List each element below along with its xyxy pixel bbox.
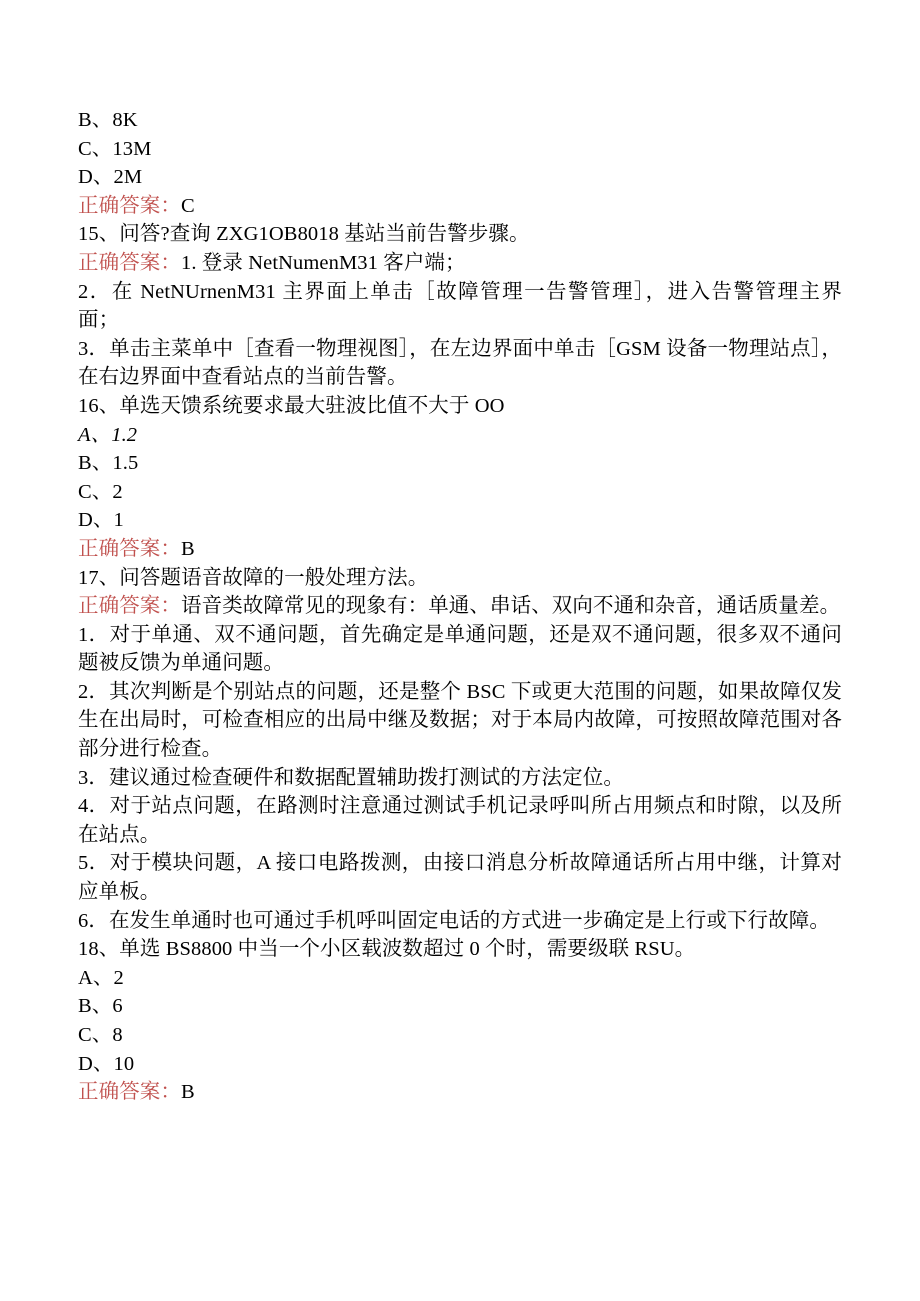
answer-step-text: 3．建议通过检查硬件和数据配置辅助拨打测试的方法定位。	[78, 766, 624, 789]
answer-step-line	[78, 278, 842, 335]
option-line	[78, 421, 842, 450]
question-text: 15、问答?查询 ZXG1OB8018 基站当前告警步骤。	[78, 223, 530, 246]
option-line	[78, 163, 842, 192]
option-text: A、1.2	[78, 423, 138, 446]
document-body	[78, 106, 842, 1107]
answer-value: B	[181, 1081, 195, 1104]
question-text: 18、单选 BS8800 中当一个小区载波数超过 0 个时，需要级联 RSU。	[78, 938, 696, 961]
answer-step-text: 4．对于站点问题，在路测时注意通过测试手机记录呼叫所占用频点和时隙，以及所在站点。	[78, 795, 842, 846]
option-text: C、13M	[78, 137, 152, 160]
option-text: D、1	[78, 509, 124, 532]
answer-step-text: 5．对于模块问题，A 接口电路拨测，由接口消息分析故障通话所占用中继，计算对应单板。	[78, 852, 842, 904]
option-line	[78, 1021, 842, 1050]
option-text: A、2	[78, 966, 124, 989]
answer-step-line	[78, 764, 842, 793]
option-line	[78, 1050, 842, 1079]
option-text: D、10	[78, 1052, 135, 1075]
option-line	[78, 449, 842, 478]
question-line	[78, 564, 842, 593]
option-text: C、2	[78, 480, 123, 503]
answer-step-line	[78, 849, 842, 906]
option-line	[78, 964, 842, 993]
answer-value: 语音类故障常见的现象有：单通、串话、双向不通和杂音，通话质量差。	[181, 595, 841, 618]
question-line	[78, 935, 842, 964]
answer-step-line	[78, 335, 842, 392]
answer-label: 正确答案：	[78, 595, 181, 618]
answer-line	[78, 592, 842, 621]
option-text: D、2M	[78, 166, 143, 189]
option-text: C、8	[78, 1024, 123, 1046]
question-text: 16、单选天馈系统要求最大驻波比值不大于 OO	[78, 394, 505, 417]
answer-label: 正确答案：	[78, 194, 181, 217]
option-line	[78, 135, 842, 164]
answer-line	[78, 192, 842, 221]
answer-label: 正确答案：	[78, 537, 181, 560]
answer-step-line	[78, 792, 842, 849]
option-text: B、1.5	[78, 452, 139, 475]
answer-line	[78, 1078, 842, 1107]
answer-step-line	[78, 621, 842, 678]
question-text: 17、问答题语音故障的一般处理方法。	[78, 566, 429, 589]
option-line	[78, 478, 842, 507]
question-line	[78, 392, 842, 421]
option-text: B、6	[78, 995, 123, 1018]
answer-label: 正确答案：	[78, 1081, 181, 1104]
answer-step-text: 1．对于单通、双不通问题，首先确定是单通问题，还是双不通问题，很多双不通问题被反馈为单通问题。	[78, 623, 842, 675]
answer-step-text: 2．其次判断是个别站点的问题，还是整个 BSC 下或更大范围的问题，如果故障仅发生在出局时，可检查相应的出局中继及数据；对于本局内故障，可按照故障范围对各部分进行检查。	[78, 680, 842, 761]
option-line	[78, 506, 842, 535]
option-text: B、8K	[78, 109, 138, 131]
answer-line	[78, 535, 842, 564]
answer-step-text: 6．在发生单通时也可通过手机呼叫固定电话的方式进一步确定是上行或下行故障。	[78, 909, 830, 932]
answer-value: B	[181, 537, 195, 560]
answer-line	[78, 249, 842, 278]
answer-value: 1. 登录 NetNumenM31 客户端；	[181, 251, 466, 274]
answer-step-line	[78, 907, 842, 936]
question-line	[78, 220, 842, 249]
option-line	[78, 992, 842, 1021]
answer-value: C	[181, 194, 195, 217]
answer-step-line	[78, 678, 842, 764]
answer-label: 正确答案：	[78, 251, 181, 274]
answer-step-text: 3．单击主菜单中［查看一物理视图］，在左边界面中单击［GSM 设备一物理站点］，在右边界面中查看站点的当前告警。	[78, 337, 842, 389]
option-line	[78, 106, 842, 135]
answer-step-text: 2．在 NetNUrnenM31 主界面上单击［故障管理一告警管理］，进入告警管理主界面；	[78, 280, 842, 332]
